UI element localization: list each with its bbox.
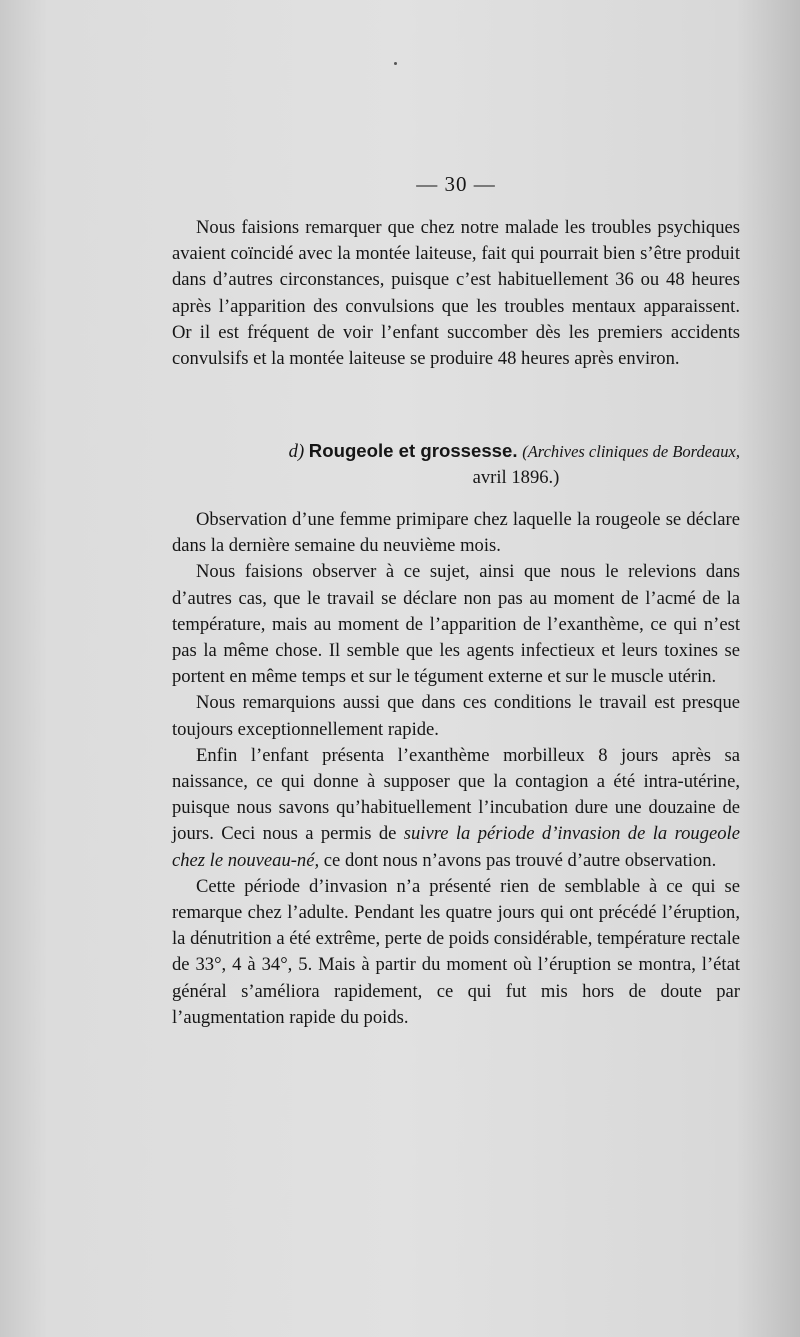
section-title: Rougeole et grossesse. [308,440,518,461]
paragraph-rapide: Nous remarquions aussi que dans ces conditions le travail est presque toujours exceptionnellement rapide. [172,692,740,740]
text-block-top [172,215,740,372]
paragraph-exantheme-italic: suivre la période d’invasion de la rougeole chez le nouveau-né, [172,823,740,871]
paragraph-exantheme [172,743,740,874]
paragraph-exantheme-end: ce dont nous n’avons pas trouvé d’autre observation. [319,849,717,871]
paragraph-observation: Observation d’une femme primipare chez laquelle la rougeole se déclare dans la dernière semaine du neuvième mois. [172,509,740,557]
paragraph-montee-laiteuse: Nous faisions remarquer que chez notre malade les troubles psychiques avaient coïncidé avec la montée laiteuse, fait qui pourrait bien s’être produit dans d’autres circonstances, puisque c’est habituellement 36 ou 48 heures après l’apparition des convulsions que les troubles mentaux apparaissent. Or il est fréquent de voir l’enfant succomber dès les premiers accidents convulsifs et la montée laiteuse se produire 48 heures après environ. [172,217,740,370]
paragraph-exantheme-start: Enfin l’enfant présenta l’exanthème morbilleux 8 jours après sa naissance, ce qui donne à supposer que la contagion a été intra-utérine, puisque nous savons qu’habituellement l’incubation dure une douzaine de jours. Ceci nous a permis de [172,744,740,845]
section-date: avril 1896.) [472,467,560,488]
page-number: — 30 — [416,172,496,196]
section-letter: d) [288,441,305,462]
section-heading [172,438,740,491]
paragraph-travail: Nous faisions observer à ce sujet, ainsi que nous le relevions dans d’autres cas, que le travail se déclare non pas au moment de l’acmé de la température, mais au moment de l’apparition de l’exanthème, ce qui n’est pas la même chose. Il semble que les agents infectieux et leurs toxines se portent en même temps et sur le tégument externe et sur le muscle utérin. [172,561,740,688]
section-heading-line [172,438,740,465]
ink-speck [394,62,397,65]
section-source: (Archives cliniques de Bordeaux, [522,442,740,461]
text-block-main [172,507,740,1031]
paragraph-invasion: Cette période d’invasion n’a présenté rien de semblable à ce qui se remarque chez l’adulte. Pendant les quatre jours qui ont précédé l’éruption, la dénutrition a été extrême, perte de poids considérable, température rectale de 33°, 4 à 34°, 5. Mais à partir du moment où l’éruption se montra, l’état général s’améliora rapidement, ce qui fut mis hors de doute par l’augmentation rapide du poids. [172,875,740,1028]
